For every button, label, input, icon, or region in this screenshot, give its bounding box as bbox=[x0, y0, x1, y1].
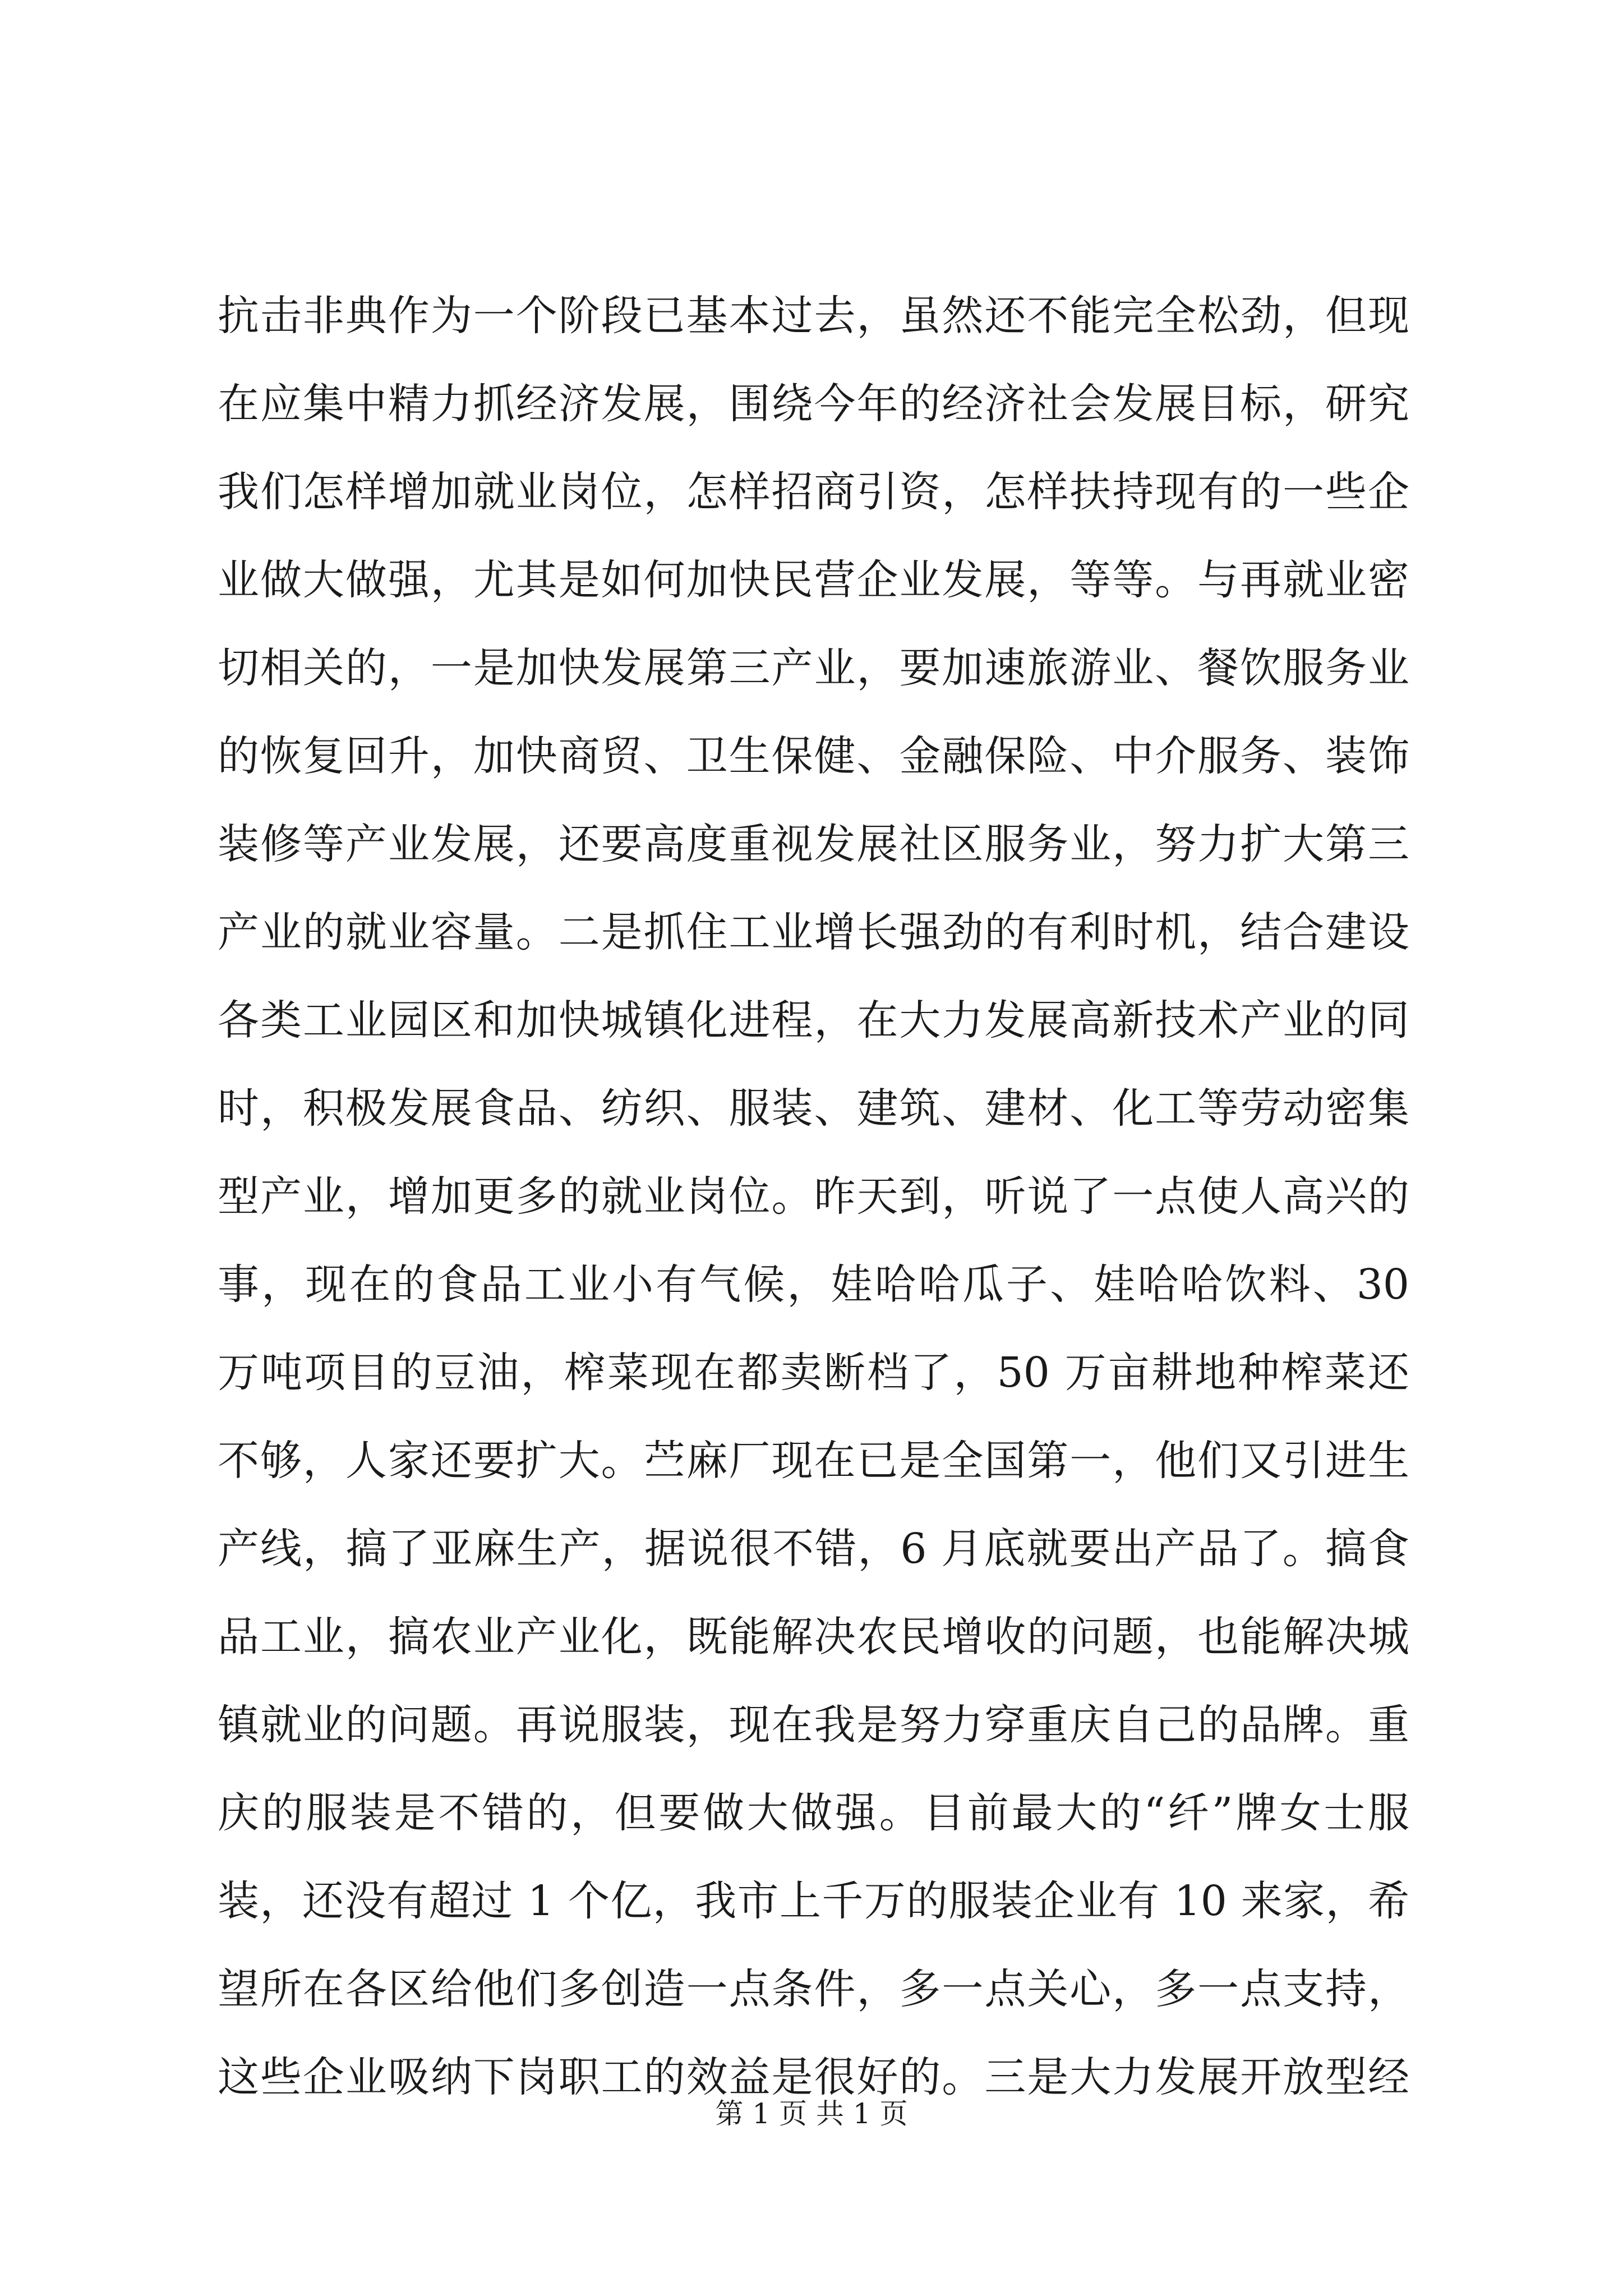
text-line-6: 的恢复回升，加快商贸、卫生保健、金融保险、中介服务、装饰 bbox=[218, 732, 1409, 780]
text-line-20: 望所在各区给他们多创造一点条件，多一点关心，多一点支持， bbox=[218, 1965, 1409, 2013]
text-line-12: 事，现在的食品工业小有气候，娃哈哈瓜子、娃哈哈饮料、30 bbox=[218, 1260, 1409, 1309]
text-line-3: 我们怎样增加就业岗位，怎样招商引资，怎样扶持现有的一些企 bbox=[218, 468, 1409, 516]
text-line-1: 抗击非典作为一个阶段已基本过去，虽然还不能完全松劲，但现 bbox=[218, 292, 1409, 340]
text-line-14: 不够，人家还要扩大。苎麻厂现在已是全国第一，他们又引进生 bbox=[218, 1437, 1409, 1485]
page-footer bbox=[0, 2097, 1623, 2131]
text-line-21: 这些企业吸纳下岗职工的效益是很好的。三是大力发展开放型经 bbox=[218, 2053, 1409, 2101]
text-line-16: 品工业，搞农业产业化，既能解决农民增收的问题，也能解决城 bbox=[218, 1613, 1409, 1661]
text-line-9: 各类工业园区和加快城镇化进程，在大力发展高新技术产业的同 bbox=[218, 996, 1409, 1045]
text-line-4: 业做大做强，尤其是如何加快民营企业发展，等等。与再就业密 bbox=[218, 556, 1409, 604]
text-line-7: 装修等产业发展，还要高度重视发展社区服务业，努力扩大第三 bbox=[218, 820, 1409, 868]
text-line-13: 万吨项目的豆油，榨菜现在都卖断档了，50 万亩耕地种榨菜还 bbox=[218, 1349, 1409, 1397]
text-line-15: 产线，搞了亚麻生产，据说很不错，6 月底就要出产品了。搞食 bbox=[218, 1525, 1409, 1573]
text-line-18: 庆的服装是不错的，但要做大做强。目前最大的“纤”牌女士服 bbox=[218, 1789, 1409, 1837]
text-line-2: 在应集中精力抓经济发展，围绕今年的经济社会发展目标，研究 bbox=[218, 380, 1409, 428]
text-line-8: 产业的就业容量。二是抓住工业增长强劲的有利时机，结合建设 bbox=[218, 908, 1409, 956]
page-number: 第 1 页 共 1 页 bbox=[715, 2097, 908, 2130]
body-paragraph bbox=[218, 272, 1409, 2122]
text-line-17: 镇就业的问题。再说服装，现在我是努力穿重庆自己的品牌。重 bbox=[218, 1701, 1409, 1749]
text-line-10: 时，积极发展食品、纺织、服装、建筑、建材、化工等劳动密集 bbox=[218, 1084, 1409, 1133]
text-line-19: 装，还没有超过 1 个亿，我市上千万的服装企业有 10 来家，希 bbox=[218, 1877, 1409, 1925]
text-line-5: 切相关的，一是加快发展第三产业，要加速旅游业、餐饮服务业 bbox=[218, 644, 1409, 692]
text-line-11: 型产业，增加更多的就业岗位。昨天到，听说了一点使人高兴的 bbox=[218, 1172, 1409, 1221]
